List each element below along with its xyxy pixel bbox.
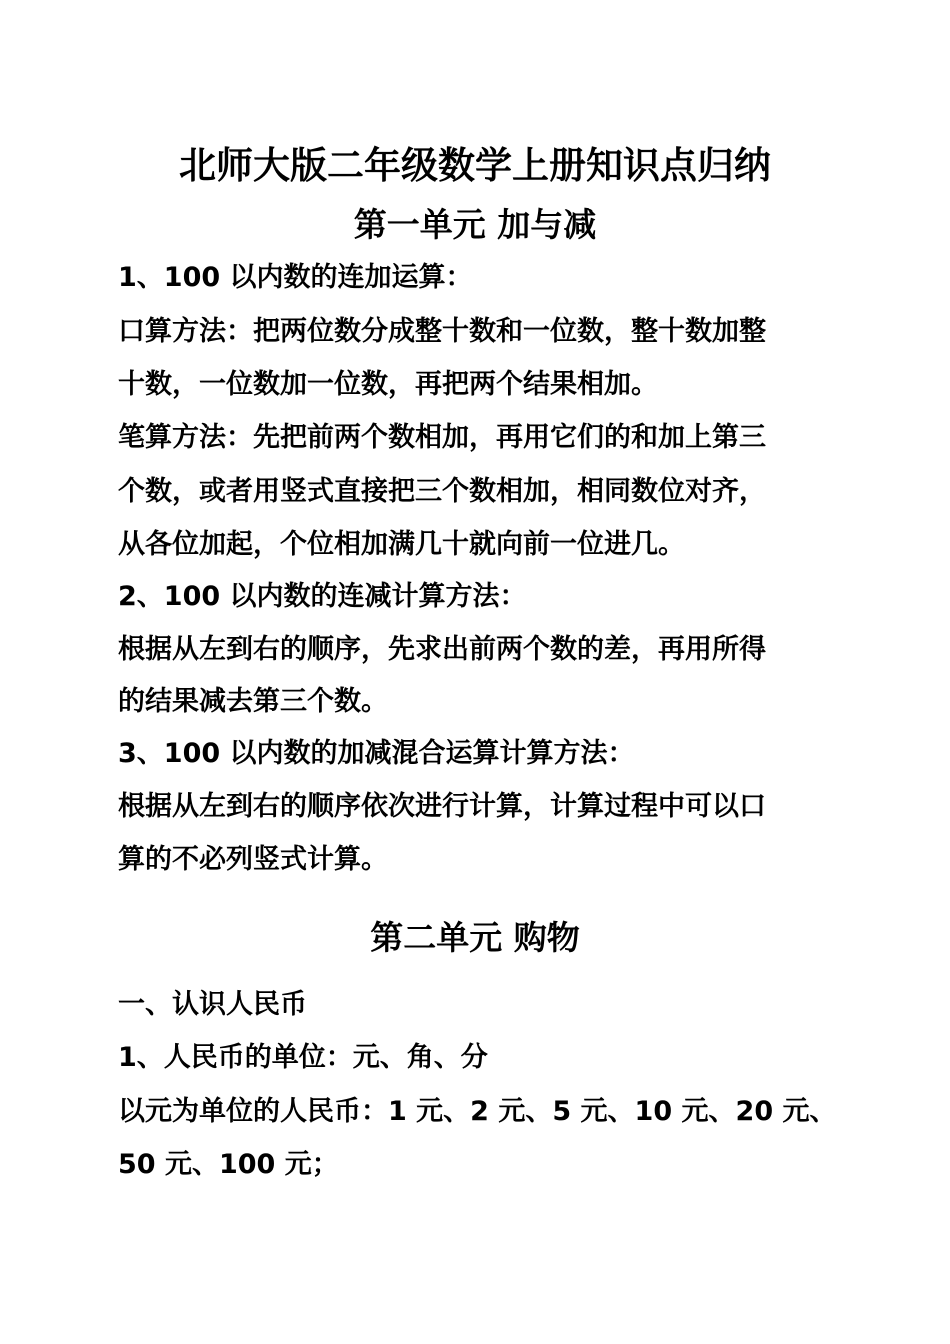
document-title: 北师大版二年级数学上册知识点归纳: [179, 144, 771, 187]
unit1-line-9: 的结果减去第三个数。: [118, 686, 388, 717]
unit2-line-1: 一、认识人民币: [118, 989, 307, 1020]
unit2-line-4: 50 元、100 元；: [118, 1149, 339, 1180]
unit1-line-10: 3、100 以内数的加减混合运算计算方法：: [118, 738, 635, 769]
unit1-line-7: 2、100 以内数的连减计算方法：: [118, 581, 527, 612]
unit1-line-4: 笔算方法：先把前两个数相加，再用它们的和加上第三: [118, 422, 766, 453]
unit1-line-5: 个数，或者用竖式直接把三个数相加，相同数位对齐，: [118, 476, 766, 507]
unit1-line-11: 根据从左到右的顺序依次进行计算，计算过程中可以口: [118, 791, 766, 822]
unit1-line-6: 从各位加起，个位相加满几十就向前一位进几。: [118, 529, 685, 560]
unit2-line-3: 以元为单位的人民币：1 元、2 元、5 元、10 元、20 元、: [118, 1096, 837, 1127]
unit1-heading: 第一单元 加与减: [353, 205, 597, 244]
unit1-line-8: 根据从左到右的顺序，先求出前两个数的差，再用所得: [118, 634, 766, 665]
unit2-heading: 第二单元 购物: [370, 918, 580, 957]
unit2-line-2: 1、人民币的单位：元、角、分: [118, 1042, 488, 1073]
unit1-line-12: 算的不必列竖式计算。: [118, 844, 388, 875]
unit1-line-1: 1、100 以内数的连加运算：: [118, 262, 473, 293]
unit1-line-3: 十数，一位数加一位数，再把两个结果相加。: [118, 369, 658, 400]
unit1-line-2: 口算方法：把两位数分成整十数和一位数，整十数加整: [118, 316, 766, 347]
